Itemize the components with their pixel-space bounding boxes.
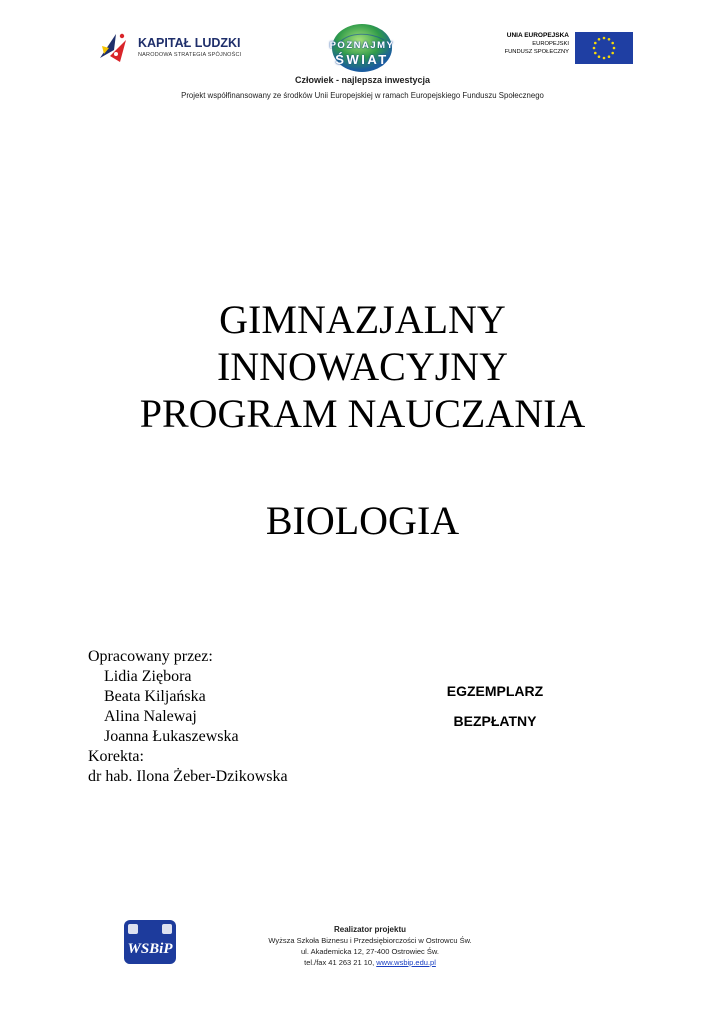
header (0, 0, 725, 110)
free-copy-line-2: BEZPŁATNY (453, 713, 537, 729)
title-line-3: PROGRAM NAUCZANIA (139, 391, 586, 436)
kapital-ludzki-subtitle: NARODOWA STRATEGIA SPÓJNOŚCI (138, 52, 242, 58)
author-name: Alina Nalewaj (104, 708, 197, 725)
eu-logo (488, 30, 633, 66)
proofreading-label: Korekta: (88, 748, 144, 765)
author-name: Lidia Ziębora (104, 668, 192, 685)
phone-fax: tel./fax 41 263 21 10, (304, 958, 377, 967)
eu-label-line1: UNIA EUROPEJSKA (506, 32, 569, 39)
proofreader-name: dr hab. Ilona Żeber-Dzikowska (88, 768, 288, 785)
implementer-contact (240, 957, 500, 968)
website-link[interactable]: www.wsbip.edu.pl (376, 958, 436, 967)
credits (88, 647, 288, 787)
wsbip-emblem-icon (124, 920, 176, 964)
project-implementer (240, 924, 500, 968)
subject-title: BIOLOGIA (265, 498, 460, 543)
kapital-ludzki-emblem-icon (96, 28, 136, 68)
title-line-2: INNOWACYJNY (216, 344, 509, 389)
slogan: Człowiek - najlepsza inwestycja (294, 75, 431, 85)
author-name: Joanna Łukaszewska (104, 728, 239, 745)
swiat-word: ŚWIAT (335, 52, 389, 67)
author-name: Beata Kiljańska (104, 688, 206, 705)
eu-flag-icon (575, 32, 633, 64)
cofinancing-note: Projekt współfinansowany ze środków Unii Europejskiej w ramach Europejskiego Funduszu Społecznego (181, 91, 544, 100)
implementer-heading: Realizator projektu (333, 925, 406, 934)
document-title (0, 296, 725, 437)
kapital-ludzki-title: KAPITAŁ LUDZKI (138, 36, 241, 50)
eu-label-line2: EUROPEJSKI (532, 41, 569, 47)
poznajmy-swiat-logo (310, 22, 414, 72)
wsbip-logo (124, 920, 176, 964)
poznajmy-word: POZNAJMY (329, 40, 395, 51)
title-line-1: GIMNAZJALNY (219, 297, 506, 342)
wsbip-logo-text: WSBiP (127, 941, 173, 957)
eu-label-line3: FUNDUSZ SPOŁECZNY (504, 49, 569, 55)
free-copy-notice (400, 683, 590, 729)
free-copy-line-1: EGZEMPLARZ (446, 683, 544, 699)
prepared-by-label: Opracowany przez: (88, 648, 213, 665)
implementer-name: Wyższa Szkoła Biznesu i Przedsiębiorczości w Ostrowcu Św. (268, 936, 472, 945)
implementer-address: ul. Akademicka 12, 27-400 Ostrowiec Św. (301, 947, 439, 956)
kapital-ludzki-logo (96, 28, 256, 68)
